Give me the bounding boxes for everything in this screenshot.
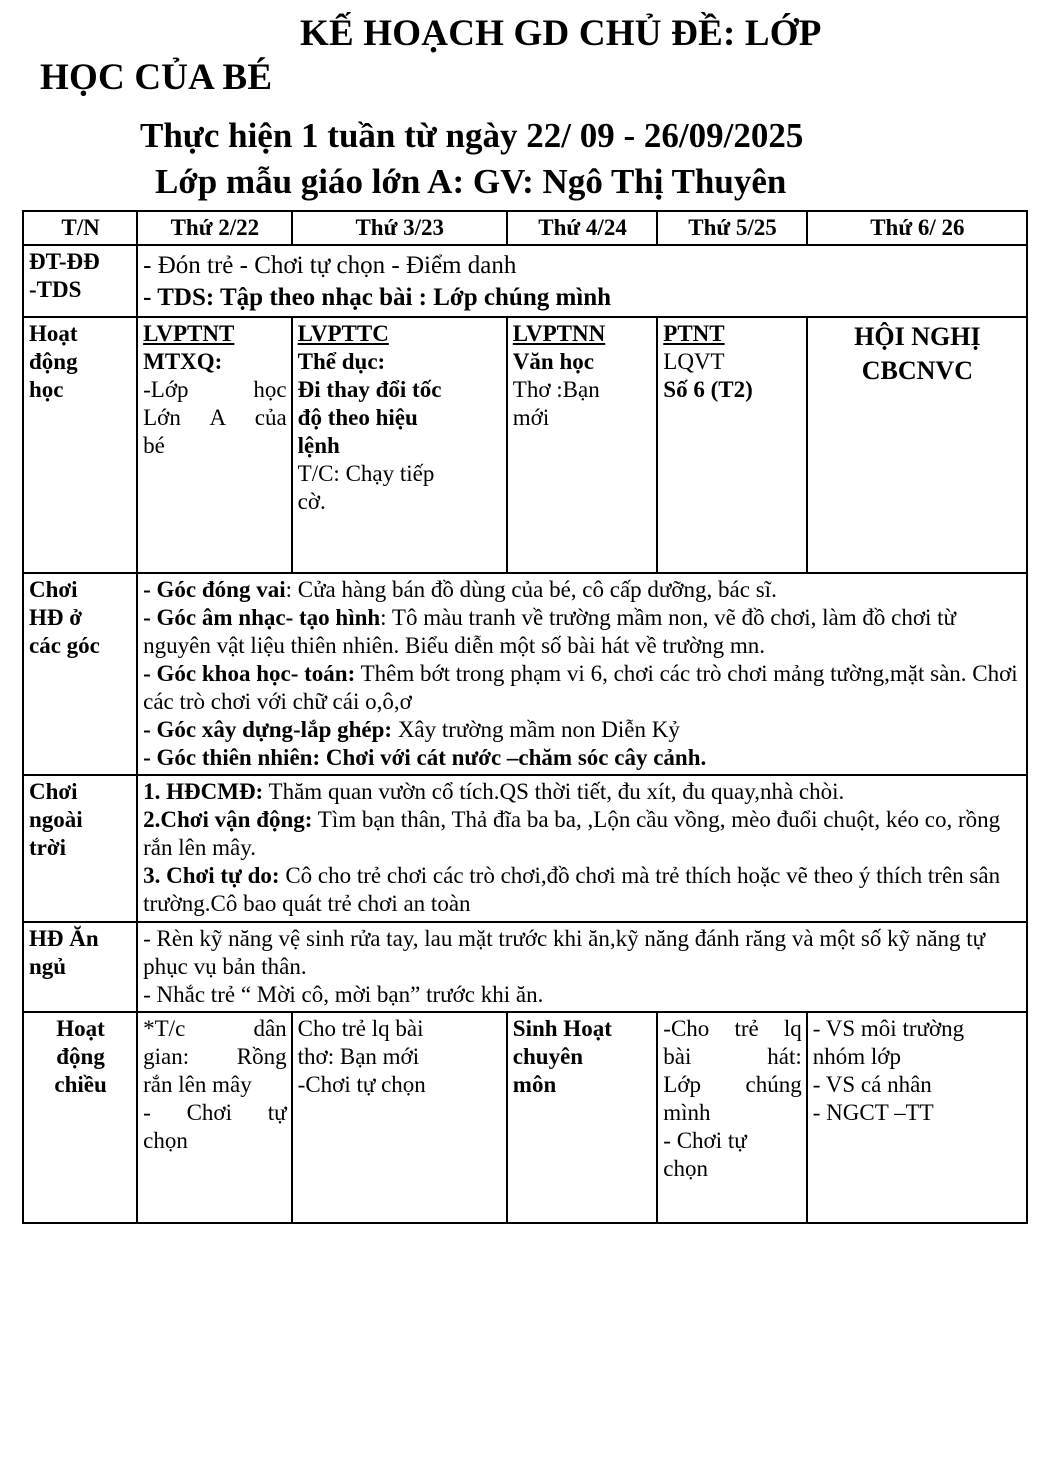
wednesday-domain-code: LVPTNN — [512, 320, 606, 346]
tuesday-domain-code: LVPTTC — [297, 320, 389, 346]
corner-item-roleplay-text: : Cửa hàng bán đồ dùng của bé, cô cấp dưỡng, bác sĩ. — [285, 576, 777, 602]
cell-learning-friday — [807, 317, 1027, 573]
afternoon-friday-line1: - VS môi trường — [812, 1015, 965, 1041]
afternoon-thursday-line1: -Cho trẻ lq — [663, 1015, 802, 1041]
corner-item-music-art-text: : Tô màu tranh về trường mầm non, vẽ đồ chơi, làm đồ chơi từ nguyên vật liệu thiên nhiên. Biểu diễn một số bài hát về trường mn. — [143, 605, 957, 659]
row-label-choi-ngoai-troi-line2: ngoài — [29, 807, 83, 833]
row-label-choi-goc-line3: các góc — [29, 633, 100, 659]
row-label-hoat-dong-hoc-line3: học — [29, 377, 64, 403]
cell-meal-nap-content — [137, 922, 1027, 1012]
row-label-dt-dd-tds-line1: ĐT-ĐĐ — [29, 248, 100, 274]
cell-corner-play-content — [137, 573, 1027, 775]
table-row-outdoor-play — [23, 775, 1027, 921]
afternoon-monday-line4: - Chơi tự — [143, 1099, 287, 1125]
monday-detail-line3: bé — [143, 433, 165, 459]
wednesday-detail-line2: mới — [512, 405, 550, 431]
row-label-hoat-dong-chieu-line2: động — [56, 1043, 105, 1069]
wednesday-subject: Văn học — [512, 349, 594, 374]
row-label-dt-dd-tds-line2: -TDS — [29, 277, 82, 302]
afternoon-thursday-line3: Lớp chúng — [663, 1071, 802, 1097]
corner-item-nature — [143, 744, 1022, 772]
page-subtitle-class-teacher: Lớp mẫu giáo lớn A: GV: Ngô Thị Thuyên — [155, 161, 787, 201]
header-day-tuesday: Thứ 3/23 — [292, 211, 507, 245]
outdoor-item-free-play — [143, 862, 1022, 918]
afternoon-wednesday-line2: chuyên — [512, 1043, 584, 1069]
tuesday-bold-line2: độ theo hiệu — [297, 405, 418, 431]
outdoor-item-observation — [143, 778, 1022, 806]
afternoon-thursday-line4: mình — [663, 1099, 711, 1125]
outdoor-item-free-play-text: Cô cho trẻ chơi các trò chơi,đồ chơi mà trẻ thích hoặc vẽ theo ý thích trên sân trường.Cô bao quát trẻ chơi an toàn — [143, 863, 1001, 917]
outdoor-item-movement-games-label: 2.Chơi vận động: — [143, 807, 313, 833]
cell-welcome-exercise-content — [137, 245, 1027, 317]
table-row-welcome-exercise — [23, 245, 1027, 317]
row-label-hoat-dong-chieu-line3: chiều — [54, 1071, 107, 1097]
row-label-choi-goc — [23, 573, 137, 775]
row-label-choi-ngoai-troi-line1: Chơi — [29, 779, 78, 805]
cell-afternoon-monday — [137, 1012, 292, 1223]
thursday-domain-code: PTNT — [663, 320, 725, 346]
cell-learning-monday — [137, 317, 292, 573]
corner-item-music-art-label: - Góc âm nhạc- tạo hình — [143, 605, 381, 630]
tuesday-detail-line2: cờ. — [297, 489, 326, 515]
cell-learning-wednesday — [507, 317, 657, 573]
monday-detail-line2: Lớn A của — [143, 405, 287, 431]
monday-domain-code: LVPTNT — [143, 320, 235, 346]
afternoon-wednesday-line1: Sinh Hoạt — [512, 1015, 612, 1041]
afternoon-monday-line2: gian: Rồng — [143, 1043, 287, 1069]
monday-detail-line1: -Lớp học — [143, 377, 287, 403]
row-label-hd-an-ngu-line1: HĐ Ăn — [29, 925, 99, 951]
corner-item-roleplay-label: - Góc đóng vai — [143, 576, 286, 602]
afternoon-thursday-line5: - Chơi tự — [663, 1127, 747, 1153]
outdoor-item-observation-label: 1. HĐCMĐ: — [143, 779, 264, 805]
thursday-subject: LQVT — [663, 349, 725, 374]
meal-item-hygiene: - Rèn kỹ năng vệ sinh rửa tay, lau mặt trước khi ăn,kỹ năng đánh răng và một số kỹ năng tự phục vụ bản thân. — [143, 925, 986, 979]
header-day-wednesday: Thứ 4/24 — [507, 211, 657, 245]
header-corner-cell: T/N — [23, 211, 137, 245]
cell-outdoor-play-content — [137, 775, 1027, 921]
table-row-learning-activities — [23, 317, 1027, 573]
row-label-choi-goc-line2: HĐ ở — [29, 605, 82, 630]
row-label-choi-goc-line1: Chơi — [29, 576, 78, 602]
corner-item-construction-label: - Góc xây dựng-lắp ghép: — [143, 717, 393, 743]
document-title-block — [0, 0, 1058, 210]
afternoon-tuesday-line1: Cho trẻ lq bài — [297, 1015, 424, 1041]
row-label-choi-ngoai-troi — [23, 775, 137, 921]
cell-learning-tuesday — [292, 317, 507, 573]
row-label-hd-an-ngu-line2: ngủ — [29, 953, 67, 979]
table-row-corner-play — [23, 573, 1027, 775]
exercise-line: - TDS: Tập theo nhạc bài : Lớp chúng mình — [143, 283, 612, 311]
cell-afternoon-tuesday — [292, 1012, 507, 1223]
row-label-hd-an-ngu — [23, 922, 137, 1012]
row-label-dt-dd-tds — [23, 245, 137, 317]
row-label-hoat-dong-chieu — [23, 1012, 137, 1223]
outdoor-item-observation-text: Thăm quan vườn cổ tích.QS thời tiết, đu xít, đu quay,nhà chòi. — [263, 779, 845, 805]
corner-item-music-art — [143, 604, 1022, 660]
friday-meeting-line1: HỘI NGHỊ — [854, 321, 981, 351]
tuesday-detail-line1: T/C: Chạy tiếp — [297, 461, 435, 487]
afternoon-tuesday-line3: -Chơi tự chọn — [297, 1071, 426, 1097]
corner-item-science-math-text: Thêm bớt trong phạm vi 6, chơi các trò chơi mảng tường,mặt sàn. Chơi các trò chơi với chữ cái o,ô,ơ — [143, 661, 1018, 715]
weekly-plan-table — [22, 210, 1028, 1224]
afternoon-monday-line3: rắn lên mây — [143, 1071, 252, 1097]
meal-item-manners: - Nhắc trẻ “ Mời cô, mời bạn” trước khi ăn. — [143, 981, 544, 1007]
page-title-line-1: KẾ HOẠCH GD CHỦ ĐỀ: LỚP — [300, 13, 822, 54]
corner-item-construction-text: Xây trường mầm non Diễn Kỷ — [392, 717, 680, 743]
table-header-row — [23, 211, 1027, 245]
afternoon-friday-line4: - NGCT –TT — [812, 1099, 934, 1125]
page-subtitle-dates: Thực hiện 1 tuần từ ngày 22/ 09 - 26/09/2025 — [140, 116, 804, 156]
row-label-choi-ngoai-troi-line3: trời — [29, 835, 66, 861]
tuesday-bold-line1: Đi thay đổi tốc — [297, 377, 442, 403]
tuesday-bold-line3: lệnh — [297, 433, 340, 459]
cell-afternoon-thursday — [657, 1012, 806, 1223]
welcome-line: - Đón trẻ - Chơi tự chọn - Điểm danh — [143, 251, 517, 279]
corner-item-nature-label: - Góc thiên nhiên: Chơi với cát nước –chăm sóc cây cảnh. — [143, 745, 707, 771]
friday-meeting-line2: CBCNVC — [861, 355, 973, 385]
header-day-thursday: Thứ 5/25 — [657, 211, 806, 245]
header-day-friday: Thứ 6/ 26 — [807, 211, 1027, 245]
row-label-hoat-dong-chieu-line1: Hoạt — [56, 1015, 105, 1041]
row-label-hoat-dong-hoc — [23, 317, 137, 573]
row-label-hoat-dong-hoc-line1: Hoạt — [29, 320, 78, 346]
afternoon-friday-line2: nhóm lớp — [812, 1043, 901, 1069]
header-day-monday: Thứ 2/22 — [137, 211, 292, 245]
monday-subject: MTXQ: — [143, 349, 223, 374]
thursday-detail-line1: Số 6 (T2) — [663, 377, 753, 403]
afternoon-monday-line1: *T/c dân — [143, 1015, 287, 1041]
row-label-hoat-dong-hoc-line2: động — [29, 349, 78, 374]
table-row-afternoon-activities — [23, 1012, 1027, 1223]
corner-item-roleplay — [143, 576, 1022, 604]
corner-item-science-math — [143, 660, 1022, 716]
afternoon-friday-line3: - VS cá nhân — [812, 1071, 932, 1097]
friday-meeting-block — [813, 320, 1022, 388]
outdoor-item-movement-games — [143, 806, 1022, 862]
page-title-line-2: HỌC CỦA BÉ — [40, 56, 273, 98]
afternoon-thursday-line6: chọn — [663, 1155, 708, 1181]
tuesday-subject: Thể dục: — [297, 349, 386, 374]
corner-item-construction — [143, 716, 1022, 744]
afternoon-tuesday-line2: thơ: Bạn mới — [297, 1043, 420, 1069]
cell-learning-thursday — [657, 317, 806, 573]
cell-afternoon-friday — [807, 1012, 1027, 1223]
cell-afternoon-wednesday — [507, 1012, 657, 1223]
corner-item-science-math-label: - Góc khoa học- toán: — [143, 661, 356, 687]
afternoon-thursday-line2: bài hát: — [663, 1043, 802, 1069]
afternoon-wednesday-line3: môn — [512, 1071, 557, 1097]
outdoor-item-movement-games-text: Tìm bạn thân, Thả đĩa ba ba, ,Lộn cầu vồng, mèo đuổi chuột, kéo co, rồng rắn lên mây. — [143, 807, 1001, 861]
wednesday-detail-line1: Thơ :Bạn — [512, 377, 600, 403]
afternoon-monday-line5: chọn — [143, 1127, 188, 1153]
outdoor-item-free-play-label: 3. Chơi tự do: — [143, 863, 280, 889]
table-row-meal-nap — [23, 922, 1027, 1012]
